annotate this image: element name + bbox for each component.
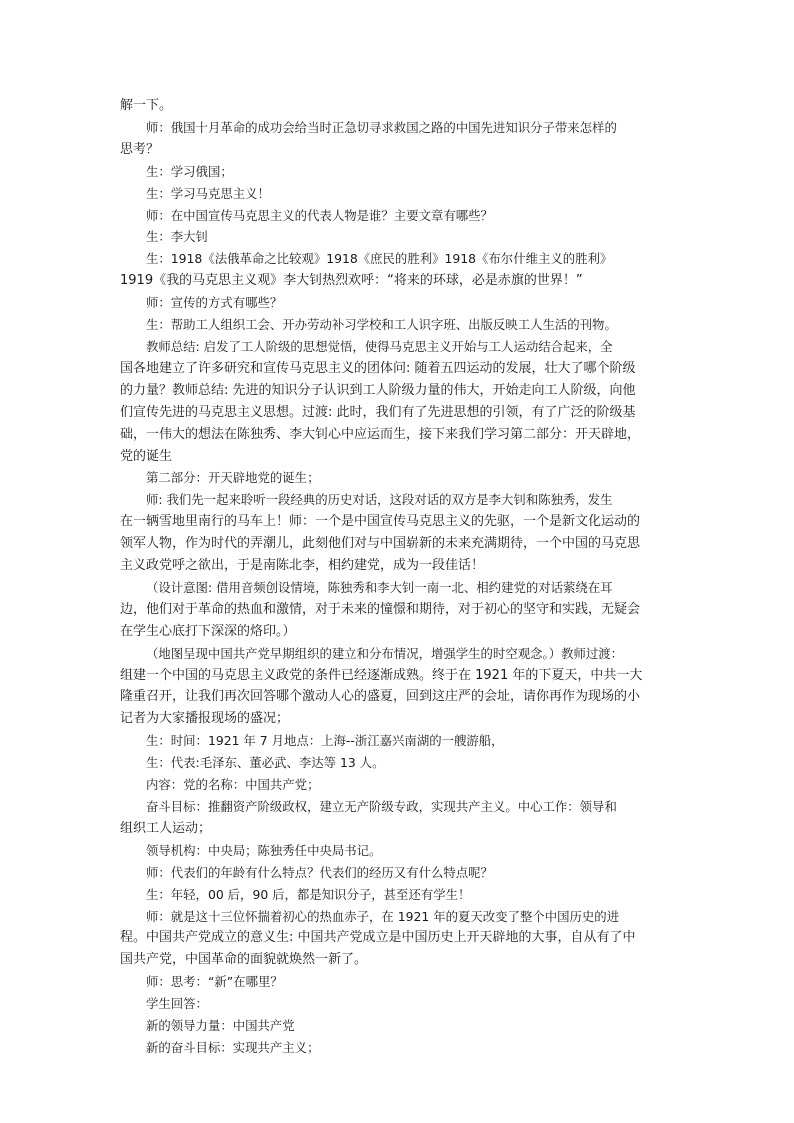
- text-line: （设计意图: 借用音频创设情境，陈独秀和李大钊一南一北、相约建党的对话萦绕在耳: [146, 579, 613, 595]
- text-line: 师：思考：“新”在哪里？: [146, 974, 283, 990]
- text-line: 在学生心底打下深深的烙印。）: [120, 623, 296, 639]
- text-line: 隆重召开，让我们再次回答哪个激动人心的盛夏，回到这庄严的会址，请你再作为现场的小: [120, 689, 641, 705]
- text-line: 在一辆雪地里南行的马车上！师：一个是中国宣传马克思主义的先驱，一个是新文化运动的: [120, 514, 641, 530]
- text-line: 师：俄国十月革命的成功会给当时正急切寻求救国之路的中国先进知识分子带来怎样的: [146, 119, 617, 135]
- text-line: 础，一伟大的想法在陈独秀、李大钊心中应运而生，接下来我们学习第二部分：开天辟地，: [120, 426, 641, 442]
- text-line: 师：在中国宣传马克思主义的代表人物是谁？主要文章有哪些？: [146, 207, 493, 223]
- text-line: 国共产党，中国革命的面貌就焕然一新了。: [120, 952, 368, 968]
- text-line: （地图呈现中国共产党早期组织的建立和分布情况，增强学生的时空观念。）教师过渡：: [146, 645, 624, 661]
- text-line: 新的领导力量：中国共产党: [146, 1018, 295, 1034]
- text-line: 边，他们对于革命的热血和激情，对于未来的憧憬和期待，对于初心的坚守和实践，无疑会: [120, 601, 641, 617]
- text-line: 新的奋斗目标：实现共产主义；: [146, 1039, 320, 1055]
- document-page: [120, 95, 684, 1059]
- text-line: 师: 我们先一起来聆听一段经典的历史对话，这段对话的双方是李大钊和陈独秀，发生: [146, 492, 613, 508]
- text-line: 组织工人运动；: [120, 820, 212, 836]
- text-line: 生：李大钊: [146, 229, 208, 245]
- text-line: 奋斗目标：推翻资产阶级政权，建立无产阶级专政，实现共产主义。中心工作：领导和: [146, 799, 617, 814]
- text-line: 生：学习俄国；: [146, 163, 233, 179]
- text-line: 记者为大家播报现场的盛况；: [120, 711, 290, 727]
- text-line: 生：年轻，00 后，90 后，都是知识分子，甚至还有学生！: [146, 886, 471, 902]
- text-line: 组建一个中国的马克思主义政党的条件已经逐渐成熟。终于在 1921 年的下夏天，中共一大: [120, 667, 643, 683]
- text-line: 内容：党的名称：中国共产党；: [146, 777, 320, 793]
- text-line: 们宣传先进的马克思主义思想。过渡: 此时，我们有了先进思想的引领，有了广泛的阶级基: [120, 404, 636, 420]
- text-line: 生：帮助工人组织工会、开办劳动补习学校和工人识字班、出版反映工人生活的刊物。: [146, 317, 617, 333]
- text-line: 教师总结: 启发了工人阶级的思想觉悟，使得马克思主义开始与工人运动结合起来，全: [146, 338, 613, 354]
- text-line: 党的诞生: [120, 448, 173, 464]
- text-line: 1919《我的马克思主义观》李大钊热烈欢呼：“将来的环球，必是赤旗的世界！”: [120, 273, 583, 289]
- text-line: 生：学习马克思主义！: [146, 185, 270, 201]
- text-line: 第二部分：开天辟地党的诞生；: [146, 470, 320, 486]
- text-line: 领导机构：中央局；陈独秀任中央局书记。: [146, 842, 382, 858]
- text-line: 国各地建立了许多研究和宣传马克思主义的团体问: 随着五四运动的发展，壮大了哪个阶级: [120, 360, 636, 376]
- text-line: 生：时间：1921 年 7 月地点：上海--浙江嘉兴南湖的一艘游船，: [146, 733, 504, 749]
- text-line: 的力量？教师总结: 先进的知识分子认识到工人阶级力量的伟大，开始走向工人阶级，向他: [120, 382, 636, 398]
- text-line: 师：代表们的年龄有什么特点？代表们的经历又有什么特点呢？: [146, 864, 493, 880]
- text-line: 思考？: [120, 141, 160, 157]
- text-line: 生：1918《法俄革命之比较观》1918《庶民的胜利》1918《布尔什维主义的胜利》: [146, 251, 613, 267]
- text-line: 生：代表:毛泽东、董必武、李达等 13 人。: [146, 755, 385, 771]
- text-line: 领军人物，作为时代的弄潮儿，此刻他们对与中国崭新的未来充满期待，一个中国的马克思: [120, 536, 641, 552]
- text-line: 师：就是这十三位怀揣着初心的热血赤子，在 1921 年的夏天改变了整个中国历史的进: [146, 908, 620, 924]
- text-line: 程。中国共产党成立的意义生: 中国共产党成立是中国历史上开天辟地的大事，自从有了中: [120, 930, 636, 946]
- text-line: 主义政党呼之欲出，于是南陈北李，相约建党，成为一段佳话！: [120, 558, 485, 574]
- text-line: 师：宣传的方式有哪些？: [146, 295, 283, 311]
- text-line: 解一下。: [120, 98, 173, 113]
- text-line: 学生回答：: [146, 996, 208, 1012]
